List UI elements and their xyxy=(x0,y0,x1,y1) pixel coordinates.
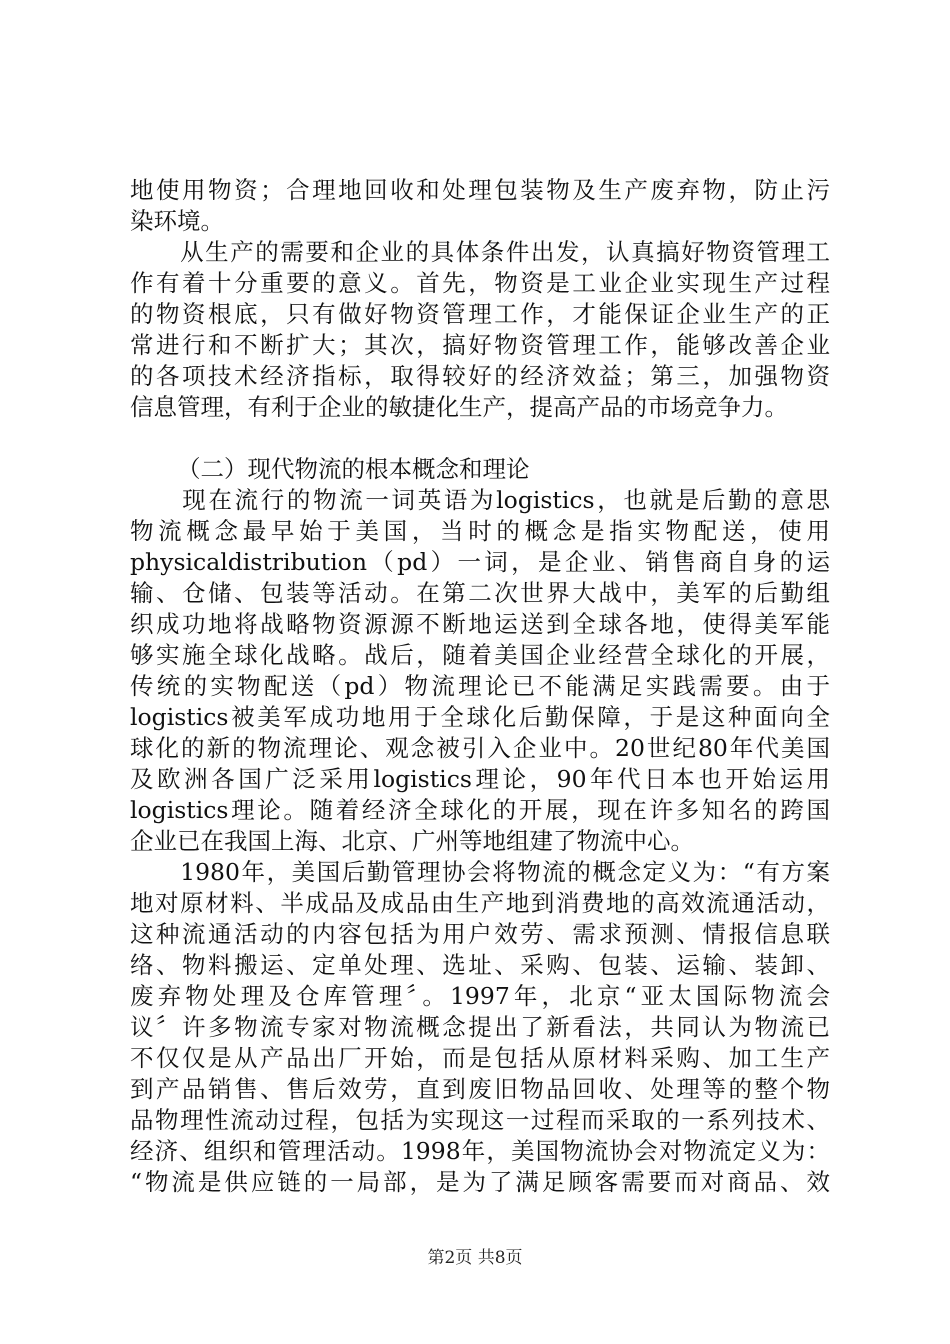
text-line: 传统的实物配送（pd）物流理论已不能满足实践需要。由于 xyxy=(130,672,830,700)
paragraph-4 xyxy=(130,857,830,1198)
text-line: 1980年，美国后勤管理协会将物流的概念定义为：“有方案 xyxy=(130,858,830,886)
document-body xyxy=(130,175,830,1198)
text-line: 从生产的需要和企业的具体条件出发，认真搞好物资管理工 xyxy=(130,238,830,266)
text-line: 物流概念最早始于美国，当时的概念是指实物配送，使用 xyxy=(130,517,830,545)
text-line: 及欧洲各国广泛采用logistics理论，90年代日本也开始运用 xyxy=(130,765,830,793)
text-line: 信息管理，有利于企业的敏捷化生产，提高产品的市场竞争力。 xyxy=(130,393,788,421)
page-footer: 第2页 共8页 xyxy=(427,1248,523,1268)
text-line: “物流是供应链的一局部，是为了满足顾客需要而对商品、效 xyxy=(130,1168,830,1196)
text-line: logistics理论。随着经济全球化的开展，现在许多知名的跨国 xyxy=(130,796,830,824)
text-line: 常进行和不断扩大；其次，搞好物资管理工作，能够改善企业 xyxy=(130,331,830,359)
text-line: 织成功地将战略物资源源不断地运送到全球各地，使得美军能 xyxy=(130,610,830,638)
text-line: 的物资根底，只有做好物资管理工作，才能保证企业生产的正 xyxy=(130,300,830,328)
text-line: 议〞许多物流专家对物流概念提出了新看法，共同认为物流已 xyxy=(130,1013,830,1041)
text-line: 现在流行的物流一词英语为logistics，也就是后勤的意思 xyxy=(130,486,830,514)
text-line: 不仅仅是从产品出厂开始，而是包括从原材料采购、加工生产 xyxy=(130,1044,830,1072)
text-line: 经济、组织和管理活动。1998年，美国物流协会对物流定义为： xyxy=(130,1137,830,1165)
section-heading: （二）现代物流的根本概念和理论 xyxy=(177,455,530,483)
text-line: logistics被美军成功地用于全球化后勤保障，于是这种面向全 xyxy=(130,703,830,731)
text-line: 的各项技术经济指标，取得较好的经济效益；第三，加强物资 xyxy=(130,362,830,390)
text-line: 络、物料搬运、定单处理、选址、采购、包装、运输、装卸、 xyxy=(130,951,830,979)
paragraph-3 xyxy=(130,485,830,857)
paragraph-1 xyxy=(130,175,830,237)
text-line: 到产品销售、售后效劳，直到废旧物品回收、处理等的整个物 xyxy=(130,1075,830,1103)
text-line: 球化的新的物流理论、观念被引入企业中。20世纪80年代美国 xyxy=(130,734,830,762)
paragraph-2 xyxy=(130,237,830,423)
text-line: 地对原材料、半成品及成品由生产地到消费地的高效流通活动， xyxy=(130,889,830,917)
text-line: 这种流通活动的内容包括为用户效劳、需求预测、情报信息联 xyxy=(130,920,830,948)
text-line: 染环境。 xyxy=(130,207,224,235)
text-line: 作有着十分重要的意义。首先，物资是工业企业实现生产过程 xyxy=(130,269,830,297)
text-line: 地使用物资；合理地回收和处理包装物及生产废弃物，防止污 xyxy=(130,176,830,204)
text-line: 企业已在我国上海、北京、广州等地组建了物流中心。 xyxy=(130,827,694,855)
text-line: 品物理性流动过程，包括为实现这一过程而采取的一系列技术、 xyxy=(130,1106,830,1134)
text-line: 废弃物处理及仓库管理〞。1997年，北京“亚太国际物流会 xyxy=(130,982,830,1010)
blank-line xyxy=(130,423,830,454)
text-line: 够实施全球化战略。战后，随着美国企业经营全球化的开展， xyxy=(130,641,830,669)
text-line: physicaldistribution（pd）一词，是企业、销售商自身的运 xyxy=(130,548,830,576)
text-line: 输、仓储、包装等活动。在第二次世界大战中，美军的后勤组 xyxy=(130,579,830,607)
